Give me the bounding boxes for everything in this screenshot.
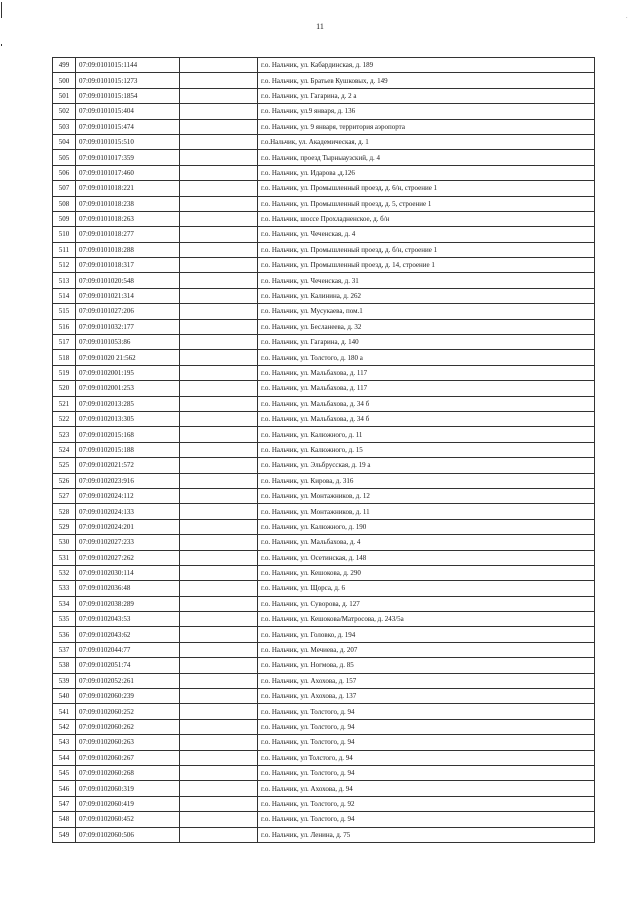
cadastral-number-cell: 07:09:0102052:261	[76, 673, 180, 688]
address-cell: г.о. Нальчик, ул. Ленина, д. 75	[258, 827, 595, 842]
empty-cell	[180, 411, 258, 426]
address-cell: г.о. Нальчик, ул. Промышленный проезд, д. 14, строение 1	[258, 258, 595, 273]
table-row	[53, 704, 595, 719]
table-row	[53, 473, 595, 488]
address-cell: г.о.Нальчик, ул. Академическая, д. 1	[258, 134, 595, 149]
table-row	[53, 581, 595, 596]
cadastral-number-cell: 07:09:0102060:319	[76, 781, 180, 796]
row-number-cell: 507	[53, 181, 76, 196]
cadastral-number-cell: 07:09:0102051:74	[76, 658, 180, 673]
row-number-cell: 516	[53, 319, 76, 334]
cadastral-number-cell: 07:09:0101018:277	[76, 227, 180, 242]
cadastral-number-cell: 07:09:0101017:359	[76, 150, 180, 165]
table-row	[53, 119, 595, 134]
table-row	[53, 504, 595, 519]
empty-cell	[180, 181, 258, 196]
row-number-cell: 536	[53, 627, 76, 642]
empty-cell	[180, 565, 258, 580]
empty-cell	[180, 196, 258, 211]
empty-cell	[180, 442, 258, 457]
cadastral-number-cell: 07:09:0102060:452	[76, 812, 180, 827]
table-row	[53, 565, 595, 580]
empty-cell	[180, 73, 258, 88]
cadastral-number-cell: 07:09:0102021:572	[76, 458, 180, 473]
address-cell: г.о. Нальчик, ул. Кирова, д. 316	[258, 473, 595, 488]
address-cell: г.о. Нальчик, ул. Мусукаева, пом.1	[258, 304, 595, 319]
table-row	[53, 134, 595, 149]
address-cell: г.о. Нальчик, ул. Головко, д. 194	[258, 627, 595, 642]
empty-cell	[180, 304, 258, 319]
row-number-cell: 504	[53, 134, 76, 149]
row-number-cell: 537	[53, 642, 76, 657]
empty-cell	[180, 119, 258, 134]
row-number-cell: 531	[53, 550, 76, 565]
empty-cell	[180, 735, 258, 750]
empty-cell	[180, 796, 258, 811]
empty-cell	[180, 288, 258, 303]
address-cell: г.о. Нальчик, ул. Промышленный проезд, д. 6/н, строение 1	[258, 181, 595, 196]
table-row	[53, 411, 595, 426]
address-cell: г.о. Нальчик, ул. Кешокова/Матросова, д. 243/5а	[258, 612, 595, 627]
row-number-cell: 548	[53, 812, 76, 827]
empty-cell	[180, 596, 258, 611]
address-cell: г.о. Нальчик, ул. Толстого, д. 94	[258, 704, 595, 719]
empty-cell	[180, 750, 258, 765]
address-cell: г.о. Нальчик, ул. Промышленный проезд, д. 5, строение 1	[258, 196, 595, 211]
row-number-cell: 547	[53, 796, 76, 811]
empty-cell	[180, 504, 258, 519]
cadastral-number-cell: 07:09:0102030:114	[76, 565, 180, 580]
cadastral-number-cell: 07:09:0102027:233	[76, 535, 180, 550]
empty-cell	[180, 627, 258, 642]
table-row	[53, 535, 595, 550]
table-row	[53, 550, 595, 565]
empty-cell	[180, 319, 258, 334]
table-row	[53, 273, 595, 288]
cadastral-number-cell: 07:09:0102001:253	[76, 381, 180, 396]
table-row	[53, 73, 595, 88]
row-number-cell: 535	[53, 612, 76, 627]
row-number-cell: 530	[53, 535, 76, 550]
empty-cell	[180, 335, 258, 350]
empty-cell	[180, 273, 258, 288]
table-row	[53, 165, 595, 180]
empty-cell	[180, 719, 258, 734]
row-number-cell: 529	[53, 519, 76, 534]
empty-cell	[180, 104, 258, 119]
cadastral-number-cell: 07:09:0101018:221	[76, 181, 180, 196]
empty-cell	[180, 642, 258, 657]
row-number-cell: 549	[53, 827, 76, 842]
table-row	[53, 258, 595, 273]
address-cell: г.о. Нальчик, ул. Калюжного, д. 190	[258, 519, 595, 534]
row-number-cell: 526	[53, 473, 76, 488]
row-number-cell: 499	[53, 58, 76, 73]
row-number-cell: 509	[53, 211, 76, 226]
empty-cell	[180, 165, 258, 180]
row-number-cell: 534	[53, 596, 76, 611]
row-number-cell: 540	[53, 689, 76, 704]
address-cell: г.о. Нальчик, шоссе Прохладненское, д. б/н	[258, 211, 595, 226]
table-row	[53, 381, 595, 396]
cadastral-number-cell: 07:09:0102060:263	[76, 735, 180, 750]
row-number-cell: 520	[53, 381, 76, 396]
address-cell: г.о. Нальчик, ул. Толстого, д. 94	[258, 765, 595, 780]
registry-table-body	[53, 58, 595, 843]
row-number-cell: 505	[53, 150, 76, 165]
address-cell: г.о. Нальчик, ул. Гагарина, д. 2 а	[258, 88, 595, 103]
table-row	[53, 288, 595, 303]
row-number-cell: 500	[53, 73, 76, 88]
empty-cell	[180, 812, 258, 827]
address-cell: г.о. Нальчик, ул. Чеченская, д. 31	[258, 273, 595, 288]
table-row	[53, 750, 595, 765]
row-number-cell: 545	[53, 765, 76, 780]
row-number-cell: 506	[53, 165, 76, 180]
table-row	[53, 396, 595, 411]
empty-cell	[180, 673, 258, 688]
cadastral-number-cell: 07:09:0102060:262	[76, 719, 180, 734]
empty-cell	[180, 535, 258, 550]
empty-cell	[180, 211, 258, 226]
address-cell: г.о. Нальчик, ул. Кабардинская, д. 189	[258, 58, 595, 73]
table-row	[53, 689, 595, 704]
row-number-cell: 512	[53, 258, 76, 273]
cadastral-number-cell: 07:09:0102027:262	[76, 550, 180, 565]
table-row	[53, 765, 595, 780]
address-cell: г.о. Нальчик, ул. Осетинская, д. 148	[258, 550, 595, 565]
empty-cell	[180, 427, 258, 442]
table-row	[53, 150, 595, 165]
table-row	[53, 335, 595, 350]
table-row	[53, 104, 595, 119]
cadastral-number-cell: 07:09:0102043:62	[76, 627, 180, 642]
cadastral-number-cell: 07:09:0102024:133	[76, 504, 180, 519]
table-row	[53, 627, 595, 642]
scan-edge-mark-top	[1, 2, 2, 18]
cadastral-number-cell: 07:09:0101018:238	[76, 196, 180, 211]
row-number-cell: 508	[53, 196, 76, 211]
cadastral-number-cell: 07:09:01020 21:562	[76, 350, 180, 365]
address-cell: г.о. Нальчик, ул. Монтажников, д. 12	[258, 488, 595, 503]
empty-cell	[180, 765, 258, 780]
address-cell: г.о. Нальчик, ул. Калинина, д. 262	[258, 288, 595, 303]
empty-cell	[180, 458, 258, 473]
row-number-cell: 517	[53, 335, 76, 350]
empty-cell	[180, 473, 258, 488]
row-number-cell: 513	[53, 273, 76, 288]
row-number-cell: 510	[53, 227, 76, 242]
address-cell: г.о. Нальчик, ул. Идарова ,д.126	[258, 165, 595, 180]
address-cell: г.о. Нальчик, ул. Толстого, д. 94	[258, 719, 595, 734]
row-number-cell: 515	[53, 304, 76, 319]
cadastral-number-cell: 07:09:0102060:239	[76, 689, 180, 704]
empty-cell	[180, 258, 258, 273]
cadastral-number-cell: 07:09:0102060:267	[76, 750, 180, 765]
address-cell: г.о. Нальчик, ул. Мальбахова, д. 117	[258, 365, 595, 380]
cadastral-number-cell: 07:09:0101021:314	[76, 288, 180, 303]
address-cell: г.о. Нальчик, ул. Промышленный проезд, д. б/н, строение 1	[258, 242, 595, 257]
table-row	[53, 719, 595, 734]
empty-cell	[180, 134, 258, 149]
row-number-cell: 546	[53, 781, 76, 796]
registry-table	[52, 57, 595, 843]
row-number-cell: 541	[53, 704, 76, 719]
row-number-cell: 502	[53, 104, 76, 119]
table-row	[53, 642, 595, 657]
empty-cell	[180, 612, 258, 627]
address-cell: г.о. Нальчик, ул. Калюжного, д. 15	[258, 442, 595, 457]
row-number-cell: 532	[53, 565, 76, 580]
table-row	[53, 365, 595, 380]
table-row	[53, 673, 595, 688]
row-number-cell: 511	[53, 242, 76, 257]
table-row	[53, 211, 595, 226]
scan-edge-mark-bottom	[1, 44, 2, 46]
cadastral-number-cell: 07:09:0102038:289	[76, 596, 180, 611]
table-row	[53, 196, 595, 211]
table-row	[53, 88, 595, 103]
cadastral-number-cell: 07:09:0102015:188	[76, 442, 180, 457]
scan-corner-mark: ·	[626, 16, 628, 21]
address-cell: г.о. Нальчик, ул. Мечиева, д. 207	[258, 642, 595, 657]
empty-cell	[180, 365, 258, 380]
row-number-cell: 503	[53, 119, 76, 134]
row-number-cell: 525	[53, 458, 76, 473]
cadastral-number-cell: 07:09:0101015:1273	[76, 73, 180, 88]
address-cell: г.о. Нальчик, ул. Суворова, д. 127	[258, 596, 595, 611]
row-number-cell: 527	[53, 488, 76, 503]
row-number-cell: 538	[53, 658, 76, 673]
empty-cell	[180, 488, 258, 503]
address-cell: г.о. Нальчик, ул. Мальбахова, д. 34 б	[258, 411, 595, 426]
address-cell: г.о. Нальчик, ул. Гагарина, д. 140	[258, 335, 595, 350]
table-row	[53, 658, 595, 673]
table-row	[53, 519, 595, 534]
table-row	[53, 596, 595, 611]
address-cell: г.о. Нальчик, ул. Ахохова, д. 157	[258, 673, 595, 688]
row-number-cell: 519	[53, 365, 76, 380]
address-cell: г.о. Нальчик, проезд Тырныаузский, д. 4	[258, 150, 595, 165]
cadastral-number-cell: 07:09:0102001:195	[76, 365, 180, 380]
row-number-cell: 542	[53, 719, 76, 734]
row-number-cell: 523	[53, 427, 76, 442]
row-number-cell: 539	[53, 673, 76, 688]
cadastral-number-cell: 07:09:0101015:1144	[76, 58, 180, 73]
cadastral-number-cell: 07:09:0102060:506	[76, 827, 180, 842]
cadastral-number-cell: 07:09:0101018:263	[76, 211, 180, 226]
empty-cell	[180, 704, 258, 719]
address-cell: г.о. Нальчик, ул. Толстого, д. 92	[258, 796, 595, 811]
address-cell: г.о. Нальчик, ул. Мальбахова, д. 34 б	[258, 396, 595, 411]
table-row	[53, 242, 595, 257]
cadastral-number-cell: 07:09:0101015:404	[76, 104, 180, 119]
empty-cell	[180, 381, 258, 396]
address-cell: г.о. Нальчик, ул. Ногмова, д. 85	[258, 658, 595, 673]
table-row	[53, 350, 595, 365]
cadastral-number-cell: 07:09:0101018:317	[76, 258, 180, 273]
empty-cell	[180, 88, 258, 103]
table-row	[53, 442, 595, 457]
address-cell: г.о. Нальчик, ул. Толстого, д. 180 а	[258, 350, 595, 365]
row-number-cell: 521	[53, 396, 76, 411]
table-row	[53, 488, 595, 503]
row-number-cell: 533	[53, 581, 76, 596]
empty-cell	[180, 550, 258, 565]
empty-cell	[180, 581, 258, 596]
cadastral-number-cell: 07:09:0102024:201	[76, 519, 180, 534]
table-row	[53, 427, 595, 442]
row-number-cell: 518	[53, 350, 76, 365]
cadastral-number-cell: 07:09:0102013:305	[76, 411, 180, 426]
cadastral-number-cell: 07:09:0102043:53	[76, 612, 180, 627]
row-number-cell: 528	[53, 504, 76, 519]
row-number-cell: 544	[53, 750, 76, 765]
address-cell: г.о. Нальчик, ул. Щорса, д. 6	[258, 581, 595, 596]
address-cell: г.о. Нальчик, ул. Кешокова, д. 290	[258, 565, 595, 580]
empty-cell	[180, 396, 258, 411]
address-cell: г.о. Нальчик, ул. Ахохова, д. 137	[258, 689, 595, 704]
empty-cell	[180, 242, 258, 257]
cadastral-number-cell: 07:09:0101015:1854	[76, 88, 180, 103]
cadastral-number-cell: 07:09:0101053:86	[76, 335, 180, 350]
address-cell: г.о. Нальчик, ул. Братьев Кушковых, д. 149	[258, 73, 595, 88]
row-number-cell: 501	[53, 88, 76, 103]
table-row	[53, 458, 595, 473]
table-row	[53, 227, 595, 242]
table-row	[53, 612, 595, 627]
cadastral-number-cell: 07:09:0101017:460	[76, 165, 180, 180]
address-cell: г.о. Нальчик, ул. Толстого, д. 94	[258, 812, 595, 827]
cadastral-number-cell: 07:09:0102060:252	[76, 704, 180, 719]
empty-cell	[180, 150, 258, 165]
empty-cell	[180, 781, 258, 796]
cadastral-number-cell: 07:09:0102060:419	[76, 796, 180, 811]
address-cell: г.о. Нальчик, ул. Мальбахова, д. 4	[258, 535, 595, 550]
table-row	[53, 827, 595, 842]
address-cell: г.о. Нальчик, ул. Ахохова, д. 94	[258, 781, 595, 796]
address-cell: г.о. Нальчик, ул. Мальбахова, д. 117	[258, 381, 595, 396]
cadastral-number-cell: 07:09:0102044:77	[76, 642, 180, 657]
cadastral-number-cell: 07:09:0102015:168	[76, 427, 180, 442]
empty-cell	[180, 350, 258, 365]
address-cell: г.о. Нальчик, ул. 9 января, территория аэропорта	[258, 119, 595, 134]
empty-cell	[180, 827, 258, 842]
cadastral-number-cell: 07:09:0101015:474	[76, 119, 180, 134]
table-row	[53, 812, 595, 827]
address-cell: г.о. Нальчик, ул. Эльбрусская, д. 19 а	[258, 458, 595, 473]
empty-cell	[180, 519, 258, 534]
row-number-cell: 524	[53, 442, 76, 457]
row-number-cell: 522	[53, 411, 76, 426]
table-row	[53, 781, 595, 796]
empty-cell	[180, 227, 258, 242]
address-cell: г.о. Нальчик, ул.9 января, д. 136	[258, 104, 595, 119]
table-row	[53, 181, 595, 196]
address-cell: г.о. Нальчик, ул. Калюжного, д. 11	[258, 427, 595, 442]
empty-cell	[180, 658, 258, 673]
address-cell: г.о. Нальчик, ул. Бесланеева, д. 32	[258, 319, 595, 334]
address-cell: г.о. Нальчик, ул Толстого, д. 94	[258, 750, 595, 765]
empty-cell	[180, 689, 258, 704]
cadastral-number-cell: 07:09:0101032:177	[76, 319, 180, 334]
row-number-cell: 543	[53, 735, 76, 750]
cadastral-number-cell: 07:09:0101020:548	[76, 273, 180, 288]
cadastral-number-cell: 07:09:0102036:48	[76, 581, 180, 596]
table-row	[53, 796, 595, 811]
address-cell: г.о. Нальчик, ул. Толстого, д. 94	[258, 735, 595, 750]
empty-cell	[180, 58, 258, 73]
cadastral-number-cell: 07:09:0102023:916	[76, 473, 180, 488]
table-row	[53, 735, 595, 750]
cadastral-number-cell: 07:09:0102013:285	[76, 396, 180, 411]
address-cell: г.о. Нальчик, ул. Монтажников, д. 11	[258, 504, 595, 519]
cadastral-number-cell: 07:09:0101018:288	[76, 242, 180, 257]
page-number: 11	[316, 22, 324, 31]
table-row	[53, 58, 595, 73]
cadastral-number-cell: 07:09:0102024:112	[76, 488, 180, 503]
table-row	[53, 319, 595, 334]
table-row	[53, 304, 595, 319]
cadastral-number-cell: 07:09:0101015:510	[76, 134, 180, 149]
row-number-cell: 514	[53, 288, 76, 303]
cadastral-number-cell: 07:09:0101027:206	[76, 304, 180, 319]
address-cell: г.о. Нальчик, ул. Чеченская, д. 4	[258, 227, 595, 242]
cadastral-number-cell: 07:09:0102060:268	[76, 765, 180, 780]
